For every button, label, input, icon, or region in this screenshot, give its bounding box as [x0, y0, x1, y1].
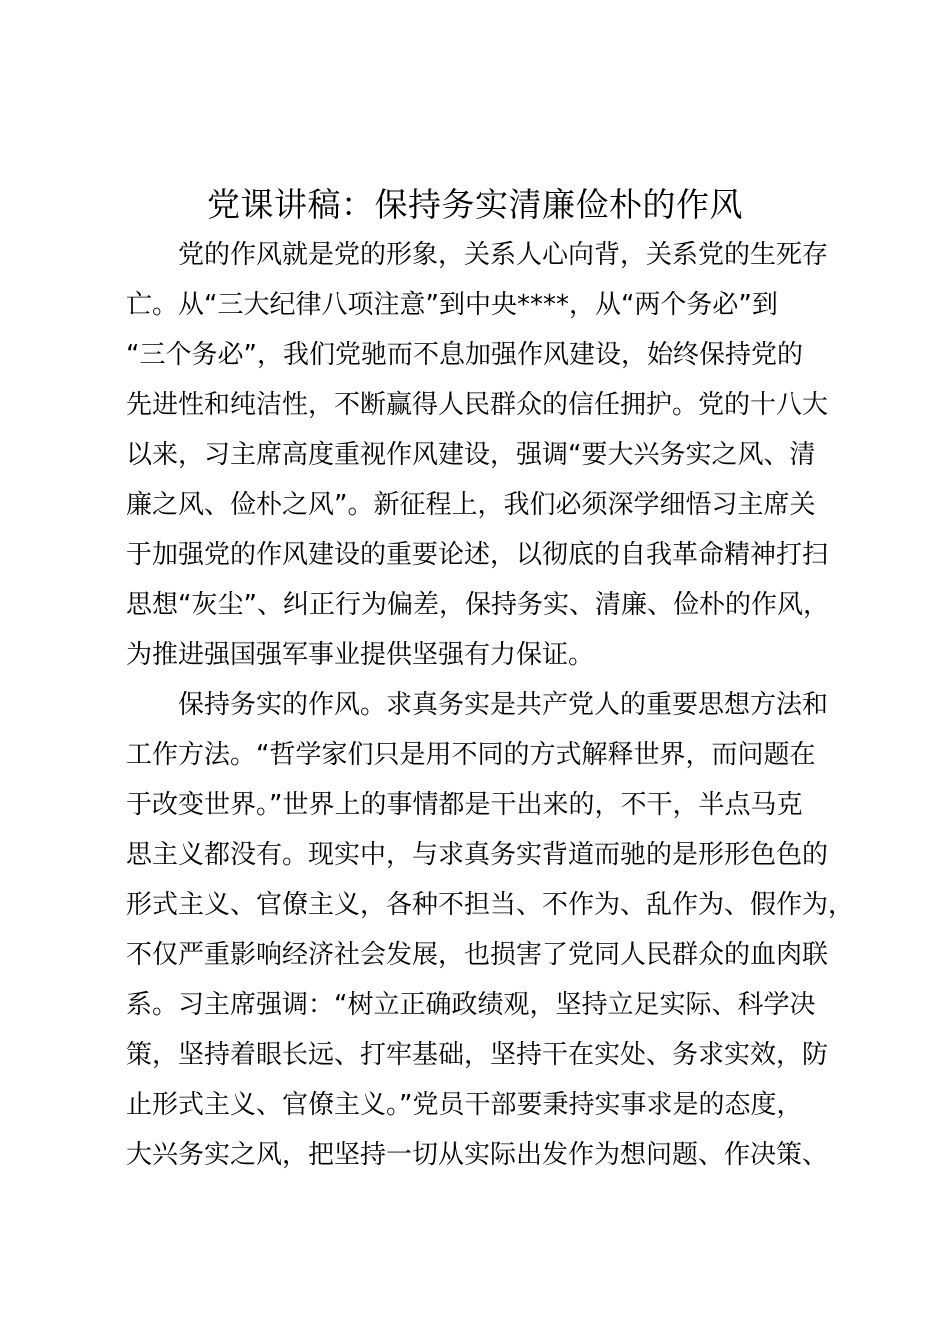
text-line: 于改变世界。”世界上的事情都是干出来的，不干，半点马克 [126, 790, 803, 820]
text-line: 系。习主席强调：“树立正确政绩观，坚持立足实际、科学决 [126, 990, 816, 1020]
text-line: 亡。从“三大纪律八项注意”到中央****，从“两个务必”到 [126, 290, 778, 320]
text-line: 思想“灰尘”、纠正行为偏差，保持务实、清廉、俭朴的作风， [126, 590, 829, 620]
text-line: 不仅严重影响经济社会发展，也损害了党同人民群众的血肉联 [126, 940, 829, 970]
text-line: 策，坚持着眼长远、打牢基础，坚持干在实处、务求实效，防 [126, 1040, 829, 1070]
text-line: 思主义都没有。现实中，与求真务实背道而驰的是形形色色的 [126, 840, 829, 870]
text-line: 大兴务实之风，把坚持一切从实际出发作为想问题、作决策、 [126, 1140, 829, 1170]
text-line: 保持务实的作风。求真务实是共产党人的重要思想方法和 [178, 690, 829, 720]
text-line: 止形式主义、官僚主义。”党员干部要秉持实事求是的态度， [126, 1090, 803, 1120]
text-line: 形式主义、官僚主义，各种不担当、不作为、乱作为、假作为， [126, 890, 855, 920]
text-line: 工作方法。“哲学家们只是用不同的方式解释世界，而问题在 [126, 740, 816, 770]
paragraph-pragmatic-style [126, 680, 866, 1180]
text-line: 先进性和纯洁性，不断赢得人民群众的信任拥护。党的十八大 [126, 390, 829, 420]
text-line: 党的作风就是党的形象，关系人心向背，关系党的生死存 [178, 240, 829, 270]
text-line: 为推进强国强军事业提供坚强有力保证。 [126, 640, 595, 670]
document-title: 党课讲稿：保持务实清廉俭朴的作风 [207, 185, 743, 224]
text-line: 廉之风、俭朴之风”。新征程上，我们必须深学细悟习主席关 [126, 490, 816, 520]
text-line: 于加强党的作风建设的重要论述，以彻底的自我革命精神打扫 [126, 540, 829, 570]
text-line: “三个务必”，我们党驰而不息加强作风建设，始终保持党的 [126, 340, 803, 370]
paragraph-intro [126, 230, 866, 680]
text-line: 以来，习主席高度重视作风建设，强调“要大兴务实之风、清 [126, 440, 816, 470]
